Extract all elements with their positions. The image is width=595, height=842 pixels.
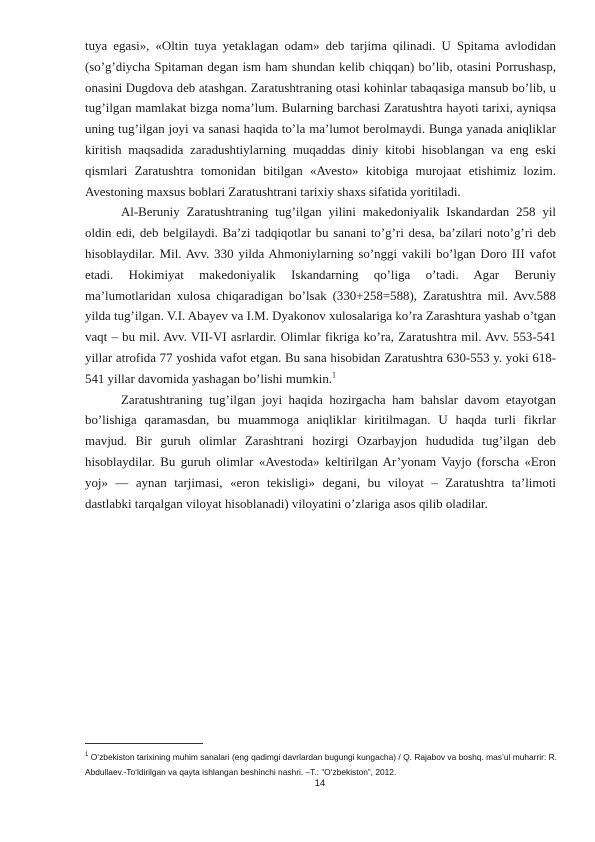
body-text <box>85 36 556 514</box>
paragraph-2-text: Al-Beruniy Zaratushtraning tug’ilgan yilini makedoniyalik Iskandardan 258 yil oldin edi, deb belgilaydi. Ba’zi tadqiqotlar bu sanani to’g’ri desa, ba’zilari noto’g’ri deb hisoblaydilar. Mil. Avv. 330 yilda Ahmoniylarning so’nggi vakili bo’lgan Doro III vafot etadi. Hokimiyat makedoniyalik Iskandarning qo’liga o’tadi. Agar Beruniy ma’lumotlaridan xulosa chiqaradigan bo’lsak (330+258=588), Zaratushtra mil. Avv.588 yilda tug’ilgan. V.I. Abayev va I.M. Dyakonov xulosalariga ko’ra Zarashtura yashab o’tgan vaqt – bu mil. Avv. VII-VI asrlardir. Olimlar fikriga ko’ra, Zaratushtra mil. Avv. 553-541 yillar atrofida 77 yoshida vafot etgan. Bu sana hisobidan Zaratushtra 630-553 y. yoki 618-541 yillar davomida yashagan bo’lishi mumkin. <box>85 205 556 386</box>
footnote-text: O‘zbekiston tarixining muhim sanalari (eng qadimgi davrlardan bugungi kungacha) / Q. Rajabov va boshq. mas’ul muharrir: R. Abdullaev.-To‘ldirilgan va qayta ishlangan beshinchi nashri. –T.: “O‘zbekiston”, 2012. <box>85 751 557 777</box>
page-number: 14 <box>314 778 326 789</box>
paragraph-3-text: Zaratushtraning tug’ilgan joyi haqida hozirgacha ham bahslar davom etayotgan bo’lishiga qaramasdan, bu muammoga aniqliklar kiritilmagan. U haqda turli fikrlar mavjud. Bir guruh olimlar Zarashtrani hozirgi Ozarbayjon hududida tug’ilgan deb hisoblaydilar. Bu guruh olimlar «Avestoda» keltirilgan Ar’yonam Vayjo (forscha «Eron yoj» — aynan tarjimasi, «eron tekisligi» degani, bu viloyat – Zaratushtra ta’limoti dastlabki tarqalgan viloyat hisoblanadi) viloyatini o’zlariga asos qilib oladilar. <box>85 392 556 511</box>
paragraph-1 <box>85 36 556 202</box>
paragraph-1-text: tuya egasi», «Oltin tuya yetaklagan odam» deb tarjima qilinadi. U Spitama avlodidan (so’g’diycha Spitaman degan ism ham shundan kelib chiqqan) bo’lib, otasini Porrushasp, onasini Dugdova deb atashgan. Zaratushtraning otasi kohinlar tabaqasiga mansub bo’lib, u tug’ilgan mamlakat bizga noma’lum. Bularning barchasi Zaratushtra hayoti tarixi, ayniqsa uning tug’ilgan joyi va sanasi haqida to’la ma’lumot berolmaydi. Bunga yanada aniqliklar kiritish maqsadida zaradushtiylarning muqaddas diniy kitobi hisoblangan va eng eski qismlari Zaratushtra tomonidan bitilgan «Avesto» kitobiga murojaat etishimiz lozim. Avestoning maxsus boblari Zaratushtrani tarixiy shaxs sifatida yoritiladi. <box>85 39 556 199</box>
footnote-separator <box>85 743 203 744</box>
footnote-number: 1 <box>85 752 89 758</box>
footnote-reference[interactable]: 1 <box>332 370 337 380</box>
paragraph-2 <box>85 202 556 389</box>
footnote <box>85 748 557 780</box>
paragraph-3 <box>85 390 556 515</box>
